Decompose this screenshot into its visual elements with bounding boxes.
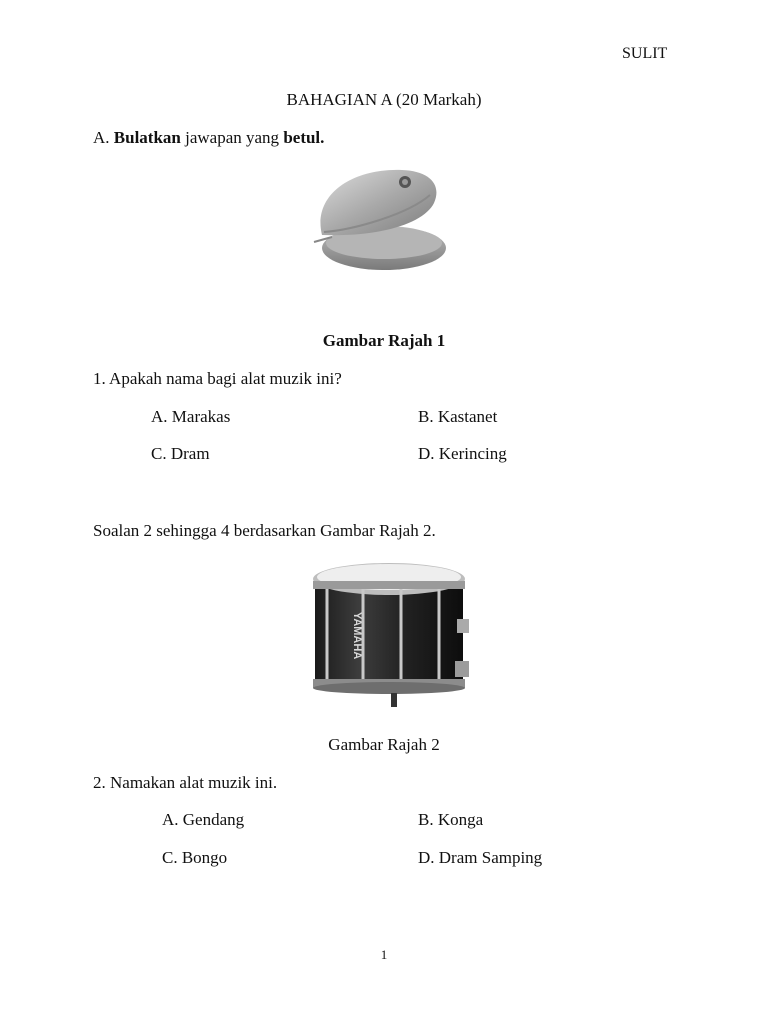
context-text: Soalan 2 sehingga 4 berdasarkan Gambar Rajah 2. — [93, 521, 436, 540]
drum-brand-text: YAMAHA — [351, 612, 363, 660]
instruction-line — [93, 128, 324, 148]
question1-text: 1. Apakah nama bagi alat muzik ini? — [93, 369, 342, 388]
question1-option-d[interactable]: D. Kerincing — [418, 444, 507, 463]
section-title: BAHAGIAN A (20 Markah) — [286, 90, 482, 109]
page-number: 1 — [380, 947, 388, 962]
question2-option-c[interactable]: C. Bongo — [162, 848, 228, 867]
instruction-bold-circle: Bulatkan — [113, 128, 181, 147]
question2-option-b[interactable]: B. Konga — [418, 810, 484, 829]
question1-option-a[interactable]: A. Marakas — [151, 407, 231, 426]
castanet-image — [312, 165, 452, 280]
snare-drum-image — [305, 557, 475, 717]
question2-option-d[interactable]: D. Dram Samping — [418, 848, 543, 867]
figure1-caption: Gambar Rajah 1 — [322, 331, 446, 350]
instruction-bold-correct: betul. — [283, 128, 325, 147]
question1-option-b[interactable]: B. Kastanet — [418, 407, 498, 426]
question1-option-c[interactable]: C. Dram — [151, 444, 210, 463]
instruction-prefix: A. — [93, 128, 114, 147]
instruction-middle: jawapan yang — [180, 128, 284, 147]
figure2-caption: Gambar Rajah 2 — [328, 735, 440, 754]
classification-label: SULIT — [622, 45, 668, 62]
question2-option-a[interactable]: A. Gendang — [162, 810, 245, 829]
question2-text: 2. Namakan alat muzik ini. — [93, 773, 278, 792]
